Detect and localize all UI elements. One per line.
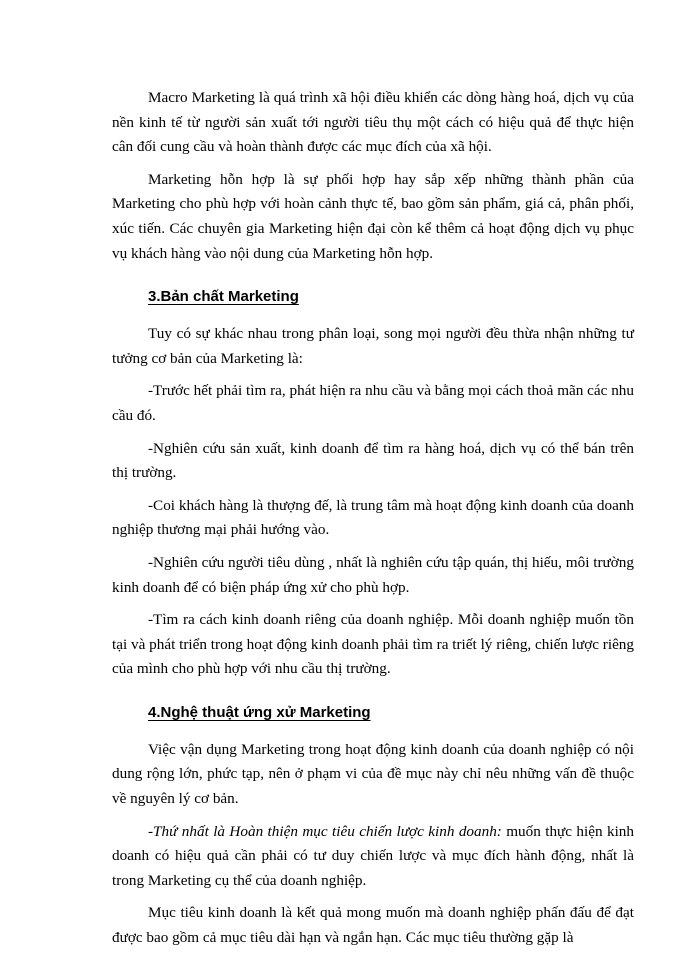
section-3-paragraph: -Nghiên cứu người tiêu dùng , nhất là nghiên cứu tập quán, thị hiếu, môi trường kinh doanh để có biện pháp ứng xử cho phù hợp. bbox=[112, 553, 634, 596]
section-4-paragraph-3: Mục tiêu kinh doanh là kết quả mong muốn mà doanh nghiệp phấn đấu để đạt được bao gồm cả mục tiêu dài hạn và ngắn hạn. Các mục tiêu thường gặp là bbox=[112, 904, 634, 947]
intro-paragraph-2: Marketing hỗn hợp là sự phối hợp hay sắp xếp những thành phần của Marketing cho phù hợp với hoàn cảnh thực tế, bao gồm sản phẩm, giá cả, phân phối, xúc tiến. Các chuyên gia Marketing hiện đại còn kể thêm cả hoạt động dịch vụ phục vụ khách hàng vào nội dung của Marketing hỗn hợp. bbox=[112, 170, 634, 262]
italic-lead: -Thứ nhất là Hoàn thiện mục tiêu chiến lược kinh doanh: bbox=[148, 822, 502, 840]
paragraph-rest: muốn thực hiện kinh doanh có hiệu quả cần phải có tư duy chiến lược và mục đích hành động, nhất là trong Marketing cụ thể của doanh nghiệp. bbox=[112, 822, 634, 889]
section-3-paragraph: -Nghiên cứu sản xuất, kinh doanh để tìm ra hàng hoá, dịch vụ có thể bán trên thị trường. bbox=[112, 439, 634, 482]
section-3-paragraph: Tuy có sự khác nhau trong phân loại, song mọi người đều thừa nhận những tư tưởng cơ bản của Marketing là: bbox=[112, 325, 634, 367]
section-3-heading: 3.Bản chất Marketing bbox=[148, 288, 299, 306]
section-3-paragraph: -Tìm ra cách kinh doanh riêng của doanh nghiệp. Mỗi doanh nghiệp muốn tồn tại và phát triển trong hoạt động kinh doanh phải tìm ra triết lý riêng, chiến lược riêng của mình cho phù hợp với nhu cầu thị trường. bbox=[112, 611, 634, 678]
section-3-paragraph: -Coi khách hàng là thượng đế, là trung tâm mà hoạt động kinh doanh của doanh nghiệp thương mại phải hướng vào. bbox=[112, 496, 634, 539]
document-page bbox=[112, 86, 634, 951]
intro-paragraph-1: Macro Marketing là quá trình xã hội điều khiển các dòng hàng hoá, dịch vụ của nền kinh tế từ người sản xuất tới người tiêu thụ một cách có hiệu quả để thực hiện cân đối cung cầu và hoàn thành được các mục đích của xã hội. bbox=[112, 89, 634, 156]
section-4-paragraph-1: Việc vận dụng Marketing trong hoạt động kinh doanh của doanh nghiệp có nội dung rộng lớn, phức tạp, nên ở phạm vi của đề mục này chỉ nêu những vấn đề thuộc về nguyên lý cơ bản. bbox=[112, 740, 634, 808]
section-3-paragraph: -Trước hết phải tìm ra, phát hiện ra nhu cầu và bằng mọi cách thoả mãn các nhu cầu đó. bbox=[112, 382, 634, 424]
section-4-heading: 4.Nghệ thuật ứng xử Marketing bbox=[148, 703, 371, 721]
section-4-paragraph-2 bbox=[112, 820, 634, 894]
